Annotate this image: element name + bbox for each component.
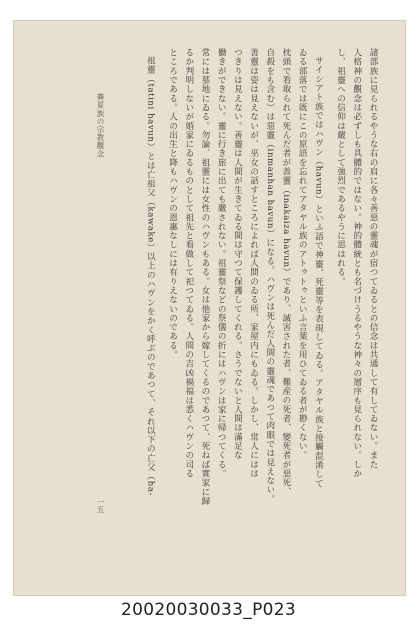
page-number: 一五 bbox=[96, 498, 105, 513]
text-line: 祖靈（tatini havun）とは亡祖父（kawake）以上のハヴンをかく呼ぶのであつて、それ以下の亡父（ha- bbox=[145, 56, 156, 496]
text-line: し、祖靈への信仰は嚴として強烈であるやうに思はれる。 bbox=[335, 48, 346, 286]
text-line: 善靈は姿は見えないが、巫女の話すところによれば人間のゐる所、家屋内にもゐる。しかし、常人にはは bbox=[248, 48, 259, 479]
text-line: 働きができない。靈に行き旅に出ても嚴されない。祖靈祭などの祭儀の折にはハヴンは家に帰つてくる。 bbox=[216, 48, 227, 479]
text-line: るか判明しないが婚家にゐるものとして祖先と看做して祀つてゐる。人間の吉凶禍福は悉くハヴンの司る bbox=[183, 48, 194, 479]
text-line: ゐる部落では既にこの原語を忘れてアタヤル族のアトゥトゥといふ言葉を用ひてゐる者が尠くない。 bbox=[297, 48, 308, 460]
text-line: 自殺をも含む）は惡靈（inmanhan havun）になる。ハヴンは死んだ人間の靈魂であつて肉眼では見えない。 bbox=[264, 48, 275, 504]
text-line: ところである。人の出生と降もハヴンの恩惠なしには有りえないのである。 bbox=[167, 48, 178, 360]
text-line: 人格神の觀念は必ずしも具體的ではない。神的體統とも名づけうるやうな神々の層序も見られない。しか bbox=[351, 48, 362, 479]
image-caption: 20020030033_P023 bbox=[121, 600, 296, 620]
body-text bbox=[142, 48, 381, 568]
text-line: つきりは見えない。善靈は人間が生きてゐる間は守つて保護してくれる。さうでないと人間は滿足な bbox=[232, 48, 243, 460]
text-line: サイシアト族ではハヴン（havun）といふ語で神靈、死靈等を表現してゐる。アタヤル族と接觸混淆して bbox=[313, 56, 324, 488]
text-line: 枕頭で看取られて死んだ者が善靈（inakaiza havun）であり、誠害された者、難産の死者、變死者が惡死、 bbox=[280, 48, 291, 497]
running-head: 賽夏族の宗教觀念 bbox=[96, 93, 105, 158]
scanned-page bbox=[13, 20, 406, 596]
text-line: 諸部族に見られるやうな右の肩に各々善惡の靈魂が宿つてゐるとの信念は共通して有してゐない。また bbox=[368, 48, 378, 469]
text-line: 常には墓地にゐる。勿論、祖靈には女性のハヴンもある。女は他家から嫁してくるのであつて、死ねば實家に歸 bbox=[199, 48, 210, 506]
